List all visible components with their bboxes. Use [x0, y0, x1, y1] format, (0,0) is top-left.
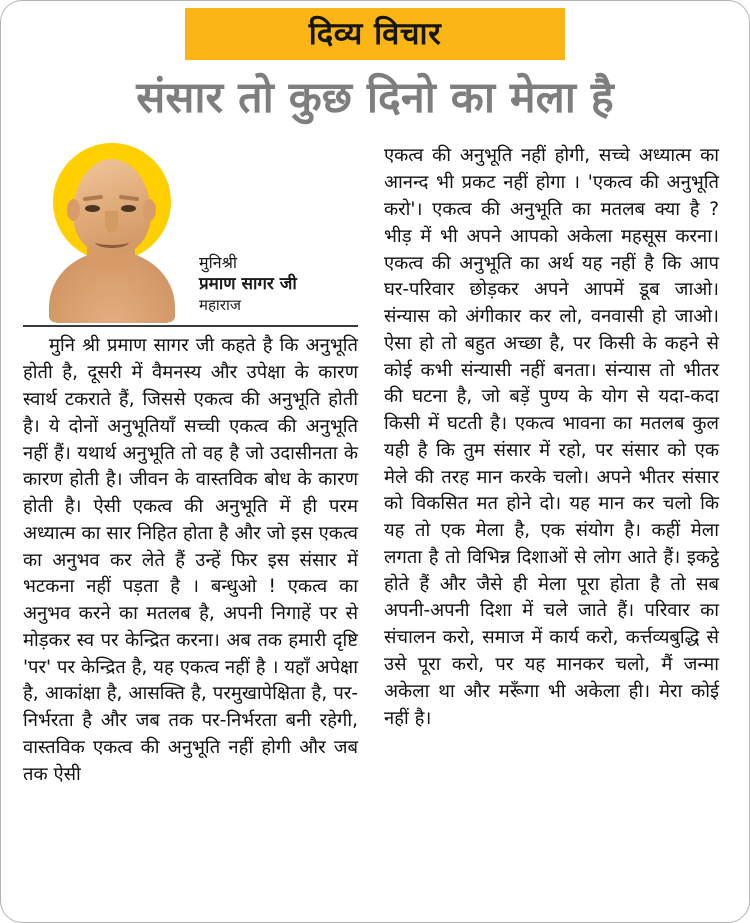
column-divider-rule: [23, 325, 358, 327]
section-banner: [185, 8, 565, 60]
monk-portrait-photo: [23, 141, 199, 323]
caption-line-title: मुनिश्री: [199, 253, 238, 273]
portrait-block: [23, 141, 358, 323]
left-column: [23, 141, 358, 788]
section-banner-title: दिव्य विचार: [308, 15, 442, 52]
article-body: [23, 141, 727, 788]
right-column: [384, 141, 719, 732]
left-column-paragraph: मुनि श्री प्रमाण सागर जी कहते है कि अनुभूति होती है, दूसरी में वैमनस्य और उपेक्षा के कारण स्वार्थ टकराते हैं, जिससे एकत्व की अनुभूति होती है। ये दोनों अनुभूतियाँ सच्ची एकत्व की अनुभूति नहीं हैं। यथार्थ अनुभूति तो वह है जो उदासीनता के कारण होती है। जीवन के वास्तविक बोध के कारण होती है। ऐसी एकत्व की अनुभूति में ही परम अध्यात्म का सार निहित होता है और जो इस एकत्व का अनुभव कर लेते हैं उन्हें फिर इस संसार में भटकना नहीं पड़ता है । बन्धुओ ! एकत्व का अनुभव करने का मतलब है, अपनी निगाहें पर से मोड़कर स्व पर केन्द्रित करना। अब तक हमारी दृष्टि 'पर' पर केन्द्रित है, यह एकत्व नहीं है । यहाँ अपेक्षा है, आकांक्षा है, आसक्ति है, परमुखापेक्षिता है, पर-निर्भरता है और जब तक पर-निर्भरता बनी रहेगी, वास्तविक एकत्व की अनुभूति नहीं होगी और जब तक ऐसी: [23, 335, 358, 785]
caption-line-honorific: महाराज: [199, 295, 241, 314]
portrait-caption: [199, 252, 358, 323]
right-column-paragraph: एकत्व की अनुभूति नहीं होगी, सच्चे अध्यात्म का आनन्द भी प्रकट नहीं होगा । 'एकत्व की अनुभूति करो'। एकत्व की अनुभूति का मतलब क्या है ? भीड़ में भी अपने आपको अकेला महसूस करना। एकत्व की अनुभूति का अर्थ यह नहीं है कि आप घर-परिवार छोड़कर अपने आपमें डूब जाओ। संन्यास को अंगीकार कर लो, वनवासी हो जाओ। ऐसा हो तो बहुत अच्छा है, पर किसी के कहने से कोई कभी संन्यासी नहीं बनता। संन्यास तो भीतर की घटना है, जो बड़ें पुण्य के योग से यदा-कदा किसी में घटती है। एकत्व भावना का मतलब कुल यही है कि तुम संसार में रहो, पर संसार को एक मेले की तरह मान करके चलो। अपने भीतर संसार को विकसित मत होने दो। यह मान कर चलो कि यह तो एक मेला है, एक संयोग है। कहीं मेला लगता है तो विभिन्न दिशाओं से लोग आते हैं। इकट्ठे होते हैं और जैसे ही मेला पूरा होता है तो सब अपनी-अपनी दिशा में चले जाते हैं। परिवार का संचालन करो, समाज में कार्य करो, कर्त्तव्यबुद्धि से उसे पूरा करो, पर यह मानकर चलो, मैं जन्मा अकेला था और मरूँगा भी अकेला ही। मेरा कोई नहीं है।: [384, 145, 719, 729]
banner-row: [1, 1, 749, 60]
caption-line-name: प्रमाण सागर जी: [199, 274, 297, 295]
page-title: संसार तो कुछ दिनो का मेला है: [136, 73, 614, 123]
